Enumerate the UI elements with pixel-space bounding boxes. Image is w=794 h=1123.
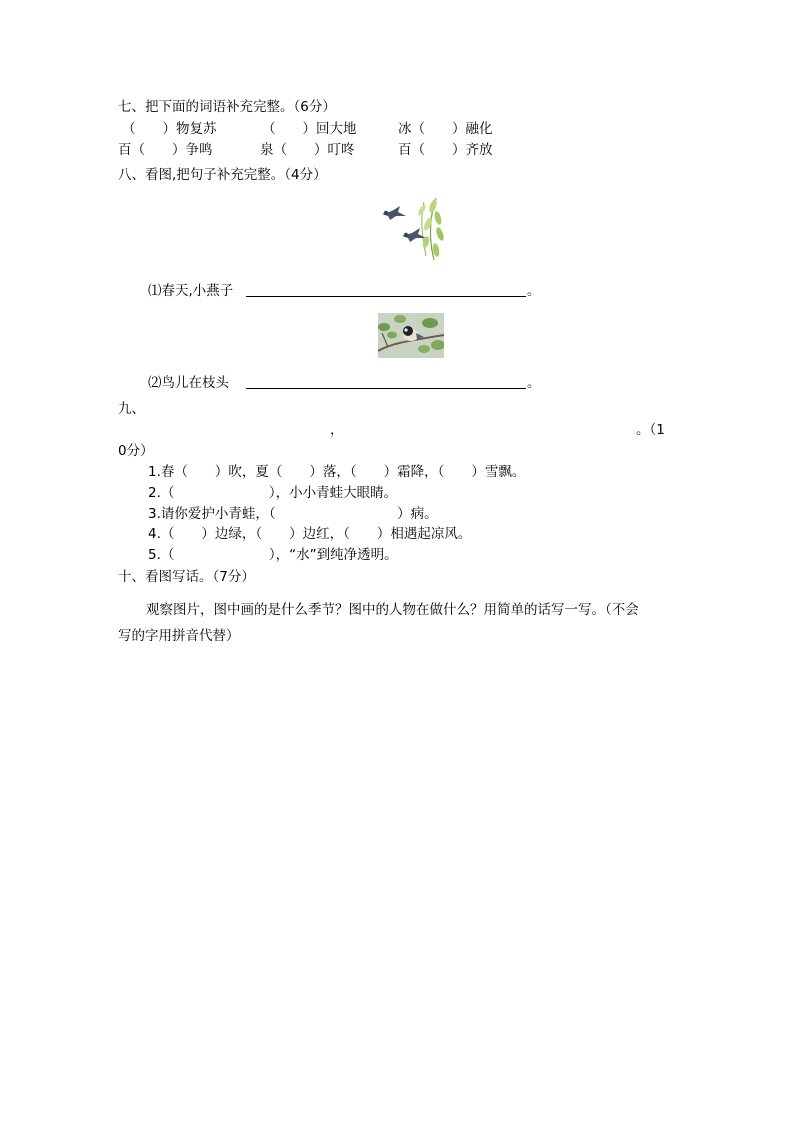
- sentence-q2-label: ⑵鸟儿在枝头: [148, 375, 229, 391]
- swallows-willow-image: [378, 196, 446, 262]
- sentence-q1-answer-line[interactable]: [246, 296, 526, 297]
- fill-item-2: 2.（ ），小小青蛙大眼睛。: [148, 485, 398, 501]
- section9-title: 九、: [118, 401, 145, 417]
- fill-item-4: 4.（ ）边绿，（ ）边红，（ ）相遇起凉风。: [148, 526, 472, 542]
- section7-title: 七、把下面的词语补充完整。（6分）: [118, 99, 336, 115]
- section9-score-end: 。（1: [636, 422, 665, 438]
- fill-item-3: 3.请你爱护小青蛙，（ ）病。: [148, 506, 438, 522]
- idiom-blank-6: 百（ ）齐放: [398, 142, 493, 158]
- idiom-blank-4: 百（ ）争鸣: [118, 142, 213, 158]
- section9-score-wrap: 0分）: [118, 443, 154, 459]
- idiom-blank-5: 泉（ ）叮咚: [260, 142, 355, 158]
- section10-prompt-line1: 观察图片，图中画的是什么季节？图中的人物在做什么？用简单的话写一写。（不会: [146, 602, 639, 618]
- fill-item-5: 5.（ ），“水”到纯净透明。: [148, 547, 398, 563]
- section10-title: 十、看图写话。（7分）: [118, 569, 255, 585]
- fill-item-1: 1.春（ ）吹，夏（ ）落，（ ）霜降，（ ）雪飘。: [148, 464, 526, 480]
- sentence-q1-label: ⑴春天,小燕子: [148, 283, 234, 299]
- bird-on-branch-image: [378, 313, 444, 358]
- sentence-q2-period: 。: [527, 375, 541, 391]
- section10-prompt-line2: 写的字用拼音代替）: [118, 628, 240, 644]
- sentence-q1-period: 。: [527, 283, 541, 299]
- sentence-q2-answer-line[interactable]: [246, 388, 526, 389]
- section9-comma: ，: [330, 422, 344, 438]
- idiom-blank-3: 冰（ ）融化: [398, 121, 493, 137]
- section8-title: 八、看图,把句子补充完整。（4分）: [118, 167, 327, 183]
- idiom-blank-1: （ ）物复苏: [122, 121, 217, 137]
- idiom-blank-2: （ ）回大地: [262, 121, 357, 137]
